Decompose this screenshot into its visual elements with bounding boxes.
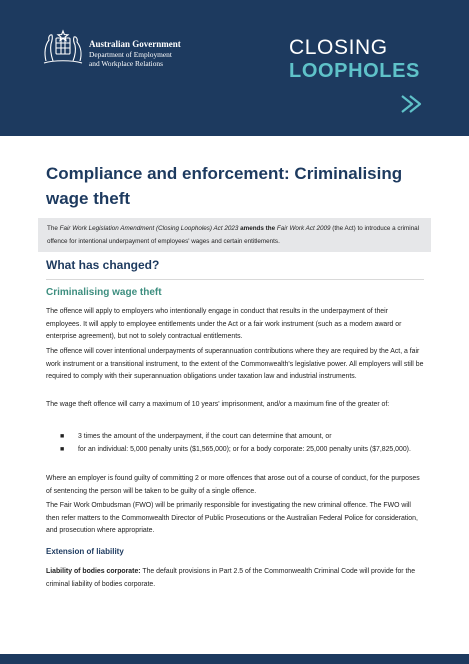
paragraph: The offence will apply to employers who intentionally engage in conduct that results in the underpayment of their employees. It will apply to employee entitlements under the Act or a fair work instrument (such as a modern award or enterprise agreement), but not to solely contractual entitlements. xyxy=(46,308,402,341)
liability-text: The default provisions in Part 2.5 of the Commonwealth Criminal Code will provide for the criminal liability of bodies corporate. xyxy=(46,568,416,588)
divider xyxy=(46,279,424,280)
sub-heading: Criminalising wage theft xyxy=(46,287,162,298)
intro-text-part: amends the xyxy=(238,225,277,232)
department-line-1: Department of Employment xyxy=(89,50,172,59)
intro-text-part: The xyxy=(47,225,60,232)
header-banner xyxy=(0,0,469,136)
liability-paragraph xyxy=(46,566,424,591)
intro-box xyxy=(38,218,431,252)
intro-act-name: Fair Work Act 2009 xyxy=(276,225,331,232)
paragraph: The offence will cover intentional underpayments of superannuation contributions where they are required by the Act, a fair work instrument or a transitional instrument, to the extent of the Commonwealth's legislative power. All employers will still be required to comply with their superannuation obligations under taxation law and industrial instruments. xyxy=(46,348,424,381)
paragraph: The Fair Work Ombudsman (FWO) will be primarily responsible for investigating the new criminal offence. The FWO will then refer matters to the Commonwealth Director of Public Prosecutions or the Australian Federal Police for consideration, and prosecution where appropriate. xyxy=(46,502,418,535)
list-item: 3 times the amount of the underpayment, if the court can determine that amount, or xyxy=(78,433,332,440)
footer-band xyxy=(0,654,469,664)
liability-heading: Extension of liability xyxy=(46,547,124,556)
chevron-right-icon xyxy=(399,93,425,115)
page-title: Compliance and enforcement: Criminalising wage theft xyxy=(46,164,403,208)
government-name: Australian Government xyxy=(89,39,181,49)
section-heading: What has changed? xyxy=(46,258,160,272)
coat-of-arms-icon xyxy=(40,28,86,66)
brand-loopholes: LOOPHOLES xyxy=(289,60,420,82)
intro-text xyxy=(47,222,425,248)
bullet-marker: ■ xyxy=(60,446,65,453)
paragraph: Where an employer is found guilty of committing 2 or more offences that arose out of a course of conduct, for the purposes of sentencing the person will be taken to be guilty of a single offence. xyxy=(46,475,420,495)
intro-text-part: (the Act) to introduce a criminal offence for intentional underpayment of employees' wages and certain entitlements. xyxy=(47,225,420,245)
list-item: for an individual: 5,000 penalty units ($1,565,000); or for a body corporate: 25,000 penalty units ($7,825,000). xyxy=(78,446,411,453)
department-name xyxy=(89,51,229,68)
bullet-marker: ■ xyxy=(60,433,65,440)
paragraph: The wage theft offence will carry a maximum of 10 years' imprisonment, and/or a maximum fine of the greater of: xyxy=(46,401,390,408)
intro-act-name: Fair Work Legislation Amendment (Closing Loopholes) Act 2023 xyxy=(59,225,239,232)
liability-lead: Liability of bodies corporate: xyxy=(46,568,141,575)
department-line-2: and Workplace Relations xyxy=(89,58,163,68)
brand-closing: CLOSING xyxy=(289,36,388,59)
